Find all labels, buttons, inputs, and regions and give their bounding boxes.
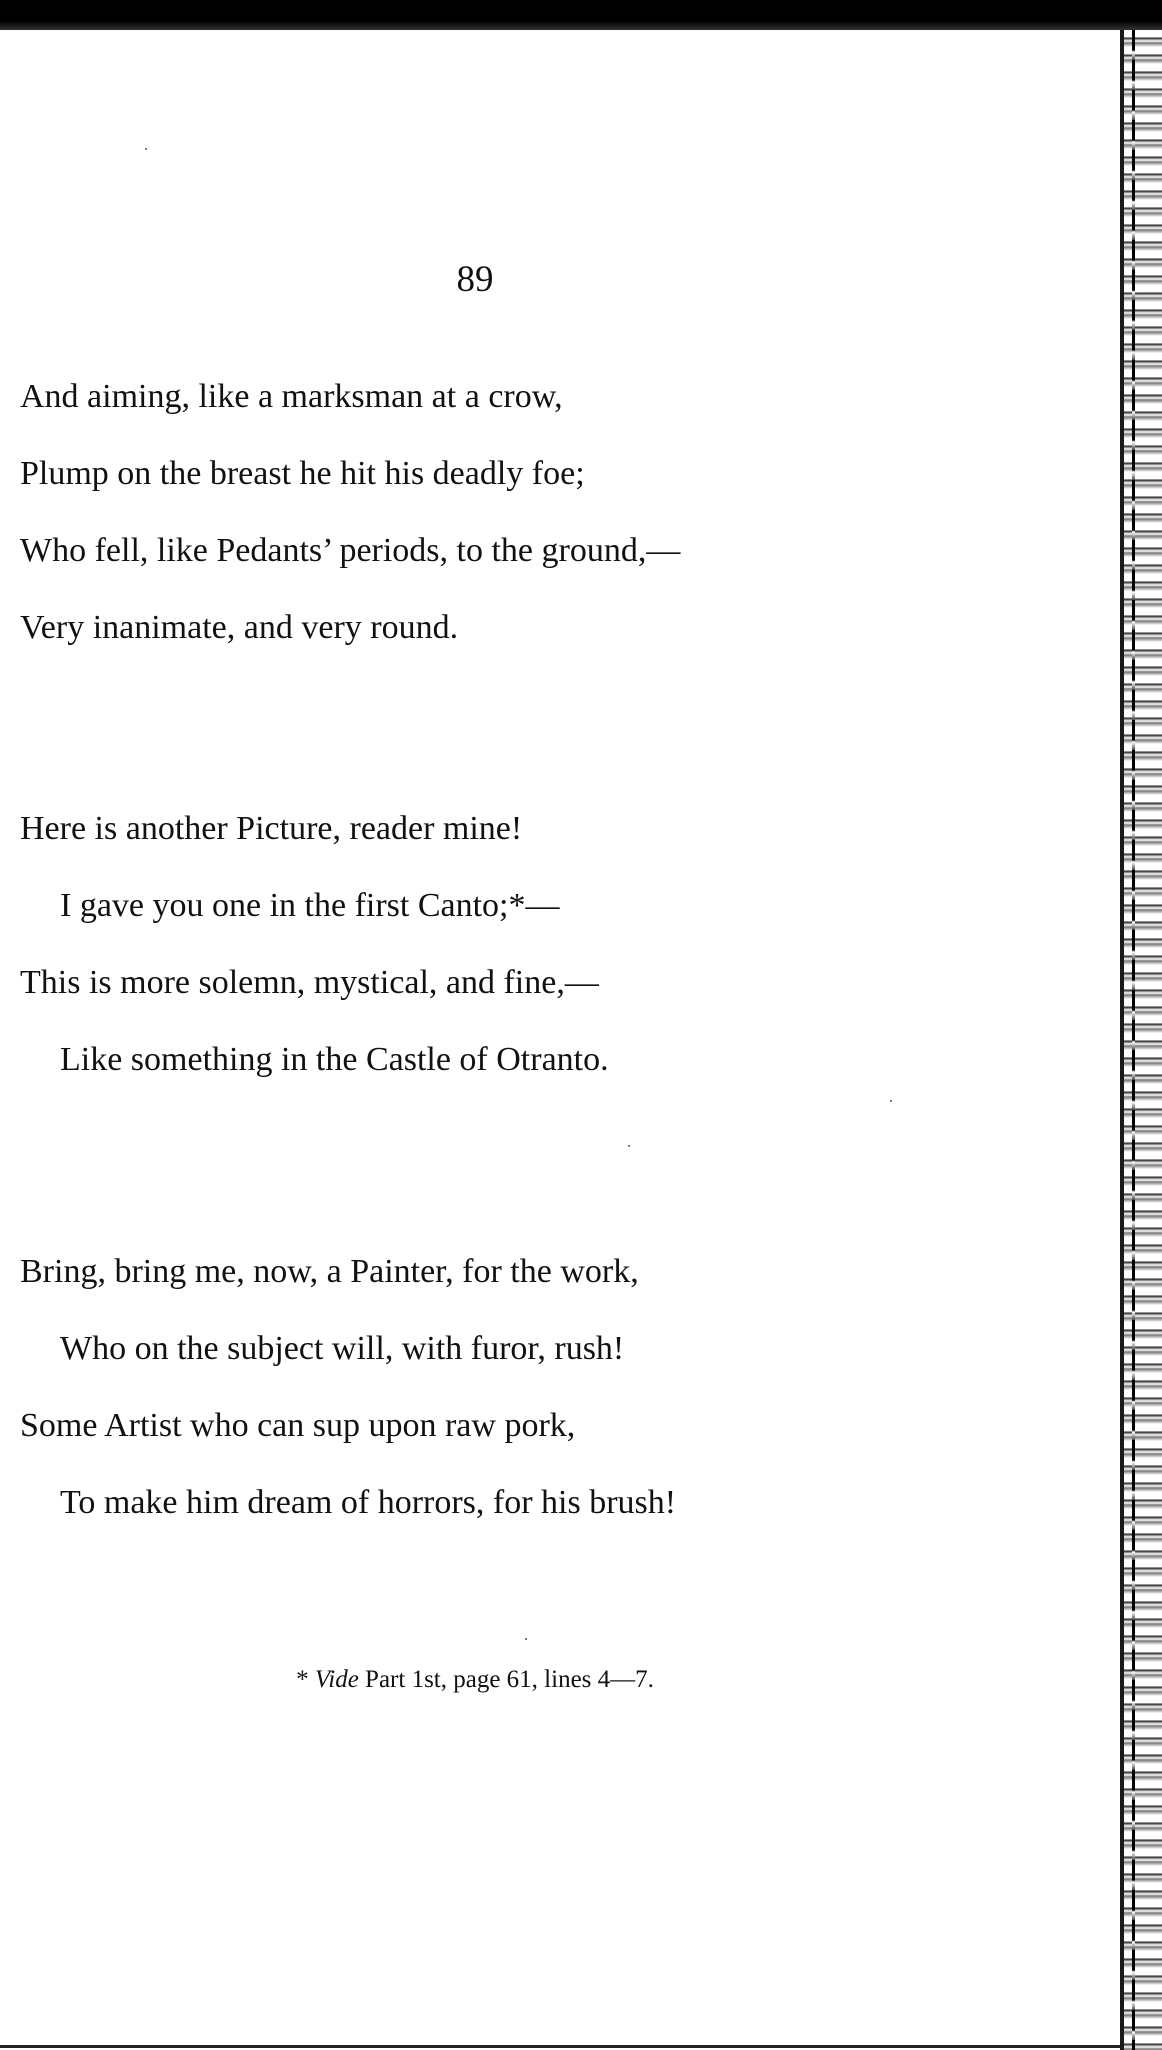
page-edge bbox=[1120, 30, 1162, 2050]
verse-line-indented: Like something in the Castle of Otranto. bbox=[60, 1041, 609, 1078]
verse-line: Plump on the breast he hit his deadly foe; bbox=[20, 455, 585, 492]
paper-speck bbox=[628, 1145, 630, 1147]
verse-line: Some Artist who can sup upon raw pork, bbox=[20, 1407, 576, 1444]
stanza-2 bbox=[20, 790, 920, 1098]
verse-line-indented: I gave you one in the first Canto;*— bbox=[60, 887, 560, 924]
verse-line: And aiming, like a marksman at a crow, bbox=[20, 378, 563, 415]
verse-line: Here is another Picture, reader mine! bbox=[20, 810, 523, 847]
bottom-edge bbox=[0, 2045, 1120, 2048]
verse-line-indented: To make him dream of horrors, for his brush! bbox=[60, 1484, 677, 1521]
footnote-text: Part 1st, page 61, lines 4—7. bbox=[358, 1666, 654, 1693]
page-top-shadow bbox=[0, 0, 1162, 30]
paper-speck bbox=[145, 148, 147, 150]
page-number: 89 bbox=[456, 259, 494, 300]
verse-line: Very inanimate, and very round. bbox=[20, 609, 459, 646]
verse-line: Who fell, like Pedants’ periods, to the ground,— bbox=[20, 532, 681, 569]
paper-speck bbox=[890, 1100, 892, 1102]
footnote bbox=[0, 1660, 950, 1700]
stanza-3 bbox=[20, 1233, 920, 1541]
footnote-italic: Vide bbox=[314, 1666, 359, 1693]
stanza-1 bbox=[20, 358, 920, 666]
paper-speck bbox=[525, 1638, 527, 1640]
verse-line-indented: Who on the subject will, with furor, rush! bbox=[60, 1330, 625, 1367]
verse-line: Bring, bring me, now, a Painter, for the work, bbox=[20, 1253, 639, 1290]
footnote-marker: * bbox=[296, 1666, 315, 1693]
verse-line: This is more solemn, mystical, and fine,— bbox=[20, 964, 599, 1001]
